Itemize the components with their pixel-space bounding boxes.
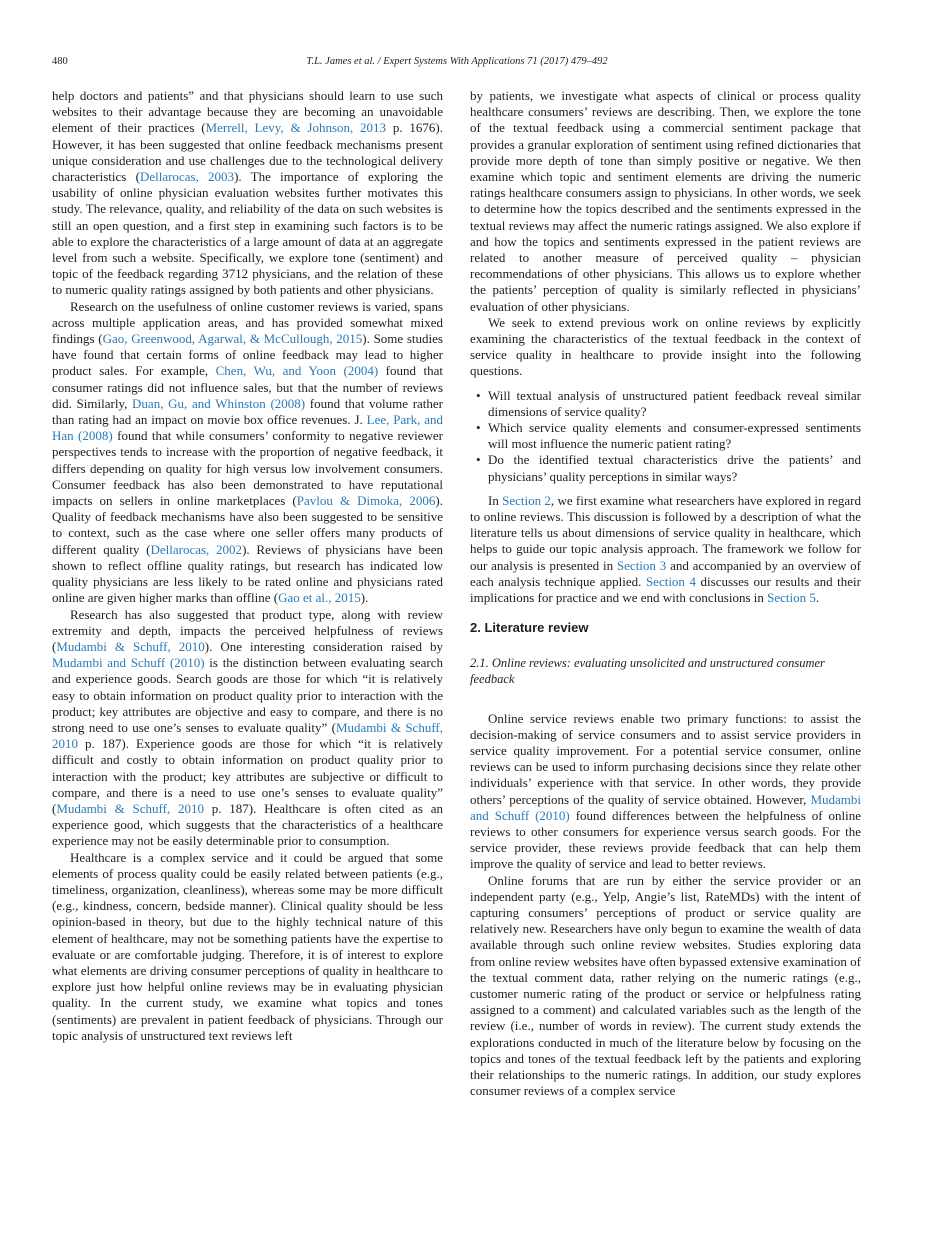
page-header xyxy=(52,56,862,72)
right-column xyxy=(470,88,861,1099)
paragraph: Online forums that are run by either the service provider or an independent party (e.g., Yelp, Angie’s list, RateMDs) with the intent of capturing consumers’ perceptions of product or service quality are relatively new. Researchers have only begun to examine the wealth of data available through such online review websites. Studies exploring data from online review websites have often bypassed extensive examination of the textual comment data, rather relying on the numeric ratings (e.g., customer numeric rating of the product or service or helpfulness rating assigned to a comment) and calculated variables such as the length of the review (i.e., number of words in review). The current study extends the explorations conducted in much of the literature below by focusing on the topics and tones of the textual feedback left by the patients and exploring their relationships to the numeric ratings. In addition, our study explores consumer reviews of a complex service xyxy=(470,872,861,1099)
section-link[interactable]: Section 5 xyxy=(767,590,816,606)
paragraph: We seek to extend previous work on online reviews by explicitly examining the characteristics of the textual feedback in the context of service quality in healthcare to provide insight into the following questions. xyxy=(470,314,861,379)
citation-link[interactable]: Mudambi & Schuff, 2010 xyxy=(52,719,443,752)
citation-link[interactable]: Dellarocas, 2003 xyxy=(139,169,235,185)
citation-link[interactable]: Merrell, Levy, & Johnson, 2013 xyxy=(205,120,387,136)
citation-link[interactable]: Mudambi & Schuff, 2010 xyxy=(56,800,204,816)
citation-link[interactable]: Mudambi & Schuff, 2010 xyxy=(56,638,205,654)
left-column xyxy=(52,88,443,1044)
section-heading: 2. Literature review xyxy=(470,620,589,636)
paragraph: Research on the usefulness of online customer reviews is varied, spans across multiple application areas, and has provided somewhat mixed findings (Gao, Greenwood, Agarwal, & McCullough, 2015). Some studies have found that certain forms of online feedback may lead to higher product sales. For example, Chen, Wu, and Yoon (2004) found that consumer ratings did not influence sales, but that the number of reviews did. Similarly, Duan, Gu, and Whinston (2008) found that volume rather than rating had an impact on movie box office revenues. J. Lee, Park, and Han (2008) found that while consumers’ conformity to negative reviewer perspectives tends to increase with the proportion of negative feedback, it differs depending on quality for high versus low involvement consumers. Consumer feedback has also been demonstrated to have reputational impacts on sellers in online marketplaces (Pavlou & Dimoka, 2006). Quality of feedback mechanisms have also been suggested to be sensitive to context, such as the case where one seller offers many products of different quality (Dellarocas, 2002). Reviews of physicians have been shown to reflect offline quality ratings, but research has indicated low quality physicians are less likely to be rated online and physicians rated online are given higher marks than offline (Gao et al., 2015). xyxy=(52,298,444,606)
bullet-icon: • xyxy=(476,420,481,436)
bullet-icon: • xyxy=(476,387,481,403)
citation-link[interactable]: Mudambi and Schuff (2010) xyxy=(470,791,861,823)
section-link[interactable]: Section 2 xyxy=(502,492,551,508)
section-link[interactable]: Section 4 xyxy=(645,573,696,589)
paragraph: Online service reviews enable two primary functions: to assist the decision-making of service consumers and to assist service providers in service quality improvement. For a potential service consumer, online reviews can be used to inform purchasing decisions since they relate other individuals’ experience with that service. In other words, they provide others’ perceptions of the quality of service obtained. However, Mudambi and Schuff (2010) found differences between the helpfulness of online reviews to other consumers for experience versus search goods. For the service provider, these reviews provide feedback that can help them improve the quality of service and lead to better reviews. xyxy=(470,710,861,872)
paragraph: by patients, we investigate what aspects of clinical or process quality healthcare consumers’ reviews are describing. Then, we explore the tone of the textual feedback using a commercial sentiment package that provides a granular exploration of sentiment using refined dictionaries that provide more depth of tone than simply positive or negative. We then examine which topic and sentiment elements are driving the numeric ratings healthcare consumers assign to physicians. In other words, we seek to determine how the topics described and the sentiments expressed in the textual reviews may affect the numeric ratings assigned. We also explore if and how the topics and sentiments expressed in the patient reviews are related to another measure of perceived quality – physician recommendations of other physicians. This allows us to explore whether the patients’ perception of quality is similarly reflected in physicians’ evaluation of other physicians. xyxy=(470,88,861,314)
section-link[interactable]: Section 3 xyxy=(616,557,667,573)
paragraph: Healthcare is a complex service and it could be argued that some elements of process quality could be easily related between patients (e.g., timeliness, organization, cleanliness), whereas some may be more difficult (e.g., kindness, concern, bedside manner). Clinical quality should be less opinion-based in theory, but due to the highly technical nature of this element of healthcare, may not be something patients have the expertise to evaluate or are comfortable judging. Therefore, it is of interest to explore what elements are driving consumer perceptions of quality in healthcare to explore just how helpful online reviews may be in evaluating physician quality. In the current study, we examine what topics and tones (sentiments) are prevalent in patient feedback of physicians. Through our topic analysis of unstructured text reviews left xyxy=(52,849,443,1043)
running-head: T.L. James et al. / Expert Systems With Applications 71 (2017) 479–492 xyxy=(306,56,608,67)
citation-link[interactable]: Dellarocas, 2002 xyxy=(150,541,243,557)
research-questions-list xyxy=(470,388,861,485)
list-item: • Will textual analysis of unstructured patient feedback reveal similar dimensions of service quality? xyxy=(476,387,861,419)
subsection-heading: 2.1. Online reviews: evaluating unsolicited and unstructured consumer feedback xyxy=(470,655,825,686)
citation-link[interactable]: Chen, Wu, and Yoon (2004) xyxy=(215,363,379,379)
list-item: • Do the identified textual characteristics drive the patients’ and physicians’ quality perceptions in similar ways? xyxy=(476,452,861,484)
bullet-icon: • xyxy=(476,452,481,468)
citation-link[interactable]: Mudambi and Schuff (2010) xyxy=(52,655,205,671)
paragraph: help doctors and patients” and that physicians should learn to use such websites to their advantage because they are becoming an unavoidable element of their practices (Merrell, Levy, & Johnson, 2013 p. 1676). However, it has been suggested that online feedback mechanisms present unique consideration and use challenges due to the technological delivery characteristics (Dellarocas, 2003). The importance of exploring the usability of online physician evaluation websites further motivates this study. The relevance, quality, and reliability of the data on such websites is still an open question, and a first step in examining such factors is to be able to explore the characteristics of a large amount of data at an aggregate level from such a website. Specifically, we explore tone (sentiment) and topic of the feedback regarding 3712 physicians, and the relation of these to numeric quality ratings assigned by both patients and other physicians. xyxy=(52,88,443,298)
citation-link[interactable]: Gao et al., 2015 xyxy=(278,590,361,606)
paragraph: Research has also suggested that product type, along with review extremity and depth, impacts the perceived helpfulness of reviews (Mudambi & Schuff, 2010). One interesting consideration raised by Mudambi and Schuff (2010) is the distinction between evaluating search and experience goods. Search goods are those for which “it is relatively easy to obtain information on product quality prior to interaction with the product; key attributes are objective and easy to compare, and there is no strong need to use one’s senses to evaluate quality” (Mudambi & Schuff, 2010 p. 187). Experience goods are those for which “it is relatively difficult and costly to obtain information on product quality prior to interaction with the product; key attributes are subjective or difficult to compare, and there is a need to use one’s senses to evaluate quality” (Mudambi & Schuff, 2010 p. 187). Healthcare is often cited as an experience good, which suggests that the characteristics of a healthcare experience may not be easily determinable prior to consumption. xyxy=(52,606,443,849)
citation-link[interactable]: Pavlou & Dimoka, 2006 xyxy=(296,493,436,509)
paragraph: In Section 2, we first examine what researchers have explored in regard to online reviews. This discussion is followed by a description of what the literature tells us about dimensions of service quality in healthcare, which helps to guide our topic analysis approach. The framework we follow for our analysis is presented in Section 3 and accompanied by an overview of each analysis technique applied. Section 4 discusses our results and their implications for practice and we end with conclusions in Section 5. xyxy=(470,492,861,606)
citation-link[interactable]: Lee, Park, and Han (2008) xyxy=(52,412,443,444)
list-item: • Which service quality elements and consumer-expressed sentiments will most influence the numeric patient rating? xyxy=(476,420,861,452)
citation-link[interactable]: Duan, Gu, and Whinston (2008) xyxy=(132,395,306,411)
page-number: 480 xyxy=(52,56,68,67)
citation-link[interactable]: Gao, Greenwood, Agarwal, & McCullough, 2015 xyxy=(102,331,363,347)
